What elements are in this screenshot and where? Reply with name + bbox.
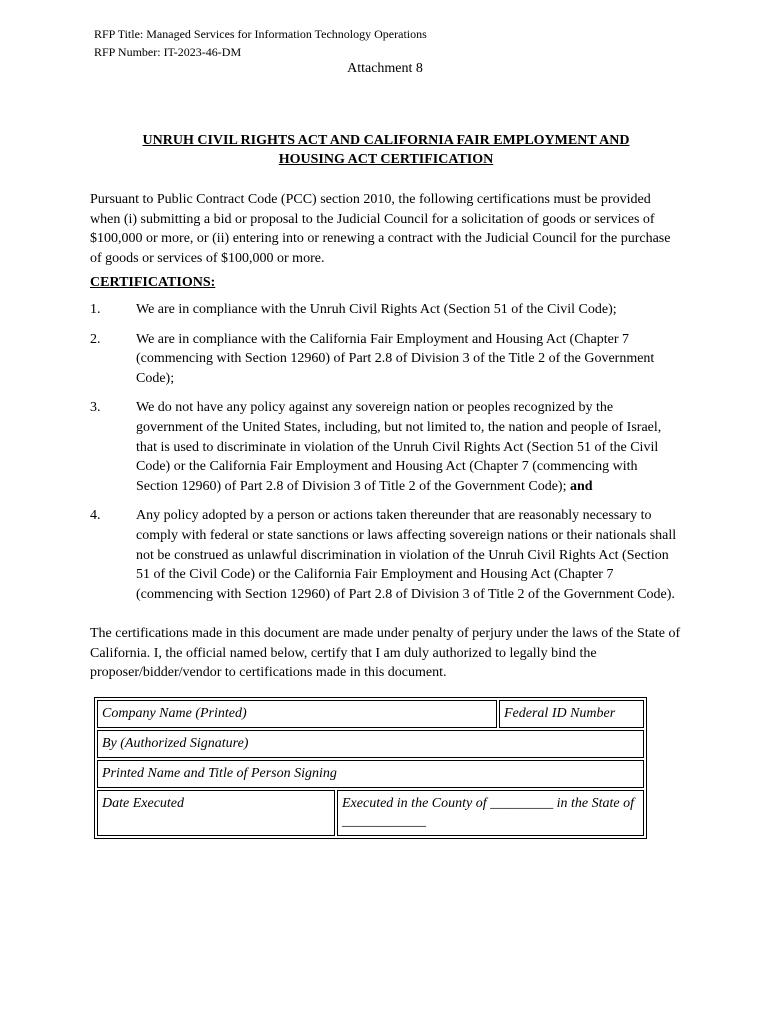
certification-number: 2. xyxy=(90,331,101,347)
date-executed-label: Date Executed xyxy=(102,796,185,811)
certification-body: We are in compliance with the Unruh Civil Rights Act (Section 51 of the Civil Code); xyxy=(136,302,617,317)
certification-text xyxy=(136,506,682,604)
title-line-1: UNRUH CIVIL RIGHTS ACT AND CALIFORNIA FAIR EMPLOYMENT AND xyxy=(142,133,630,148)
rfp-title: RFP Title: Managed Services for Information Technology Operations xyxy=(94,27,427,41)
certification-item xyxy=(90,330,682,389)
certification-text xyxy=(136,398,682,496)
certifications-heading: CERTIFICATIONS: xyxy=(90,275,216,290)
date-executed-field[interactable] xyxy=(97,790,335,836)
executed-county-field[interactable] xyxy=(337,790,644,836)
intro-paragraph: Pursuant to Public Contract Code (PCC) section 2010, the following certifications must be provided when (i) submitting a bid or proposal to the Judicial Council for a solicitation of goods or services of $100,000 or more, or (ii) entering into or renewing a contract with the Judicial Council for the purchase of goods or services of $100,000 or more. xyxy=(90,192,671,266)
certification-body: We do not have any policy against any sovereign nation or peoples recognized by the government of the United States, including, but not limited to, the nation and people of Israel, that is used to discriminate in violation of the Unruh Civil Rights Act (Section 51 of the Civil Code) or the California Fair Employment and Housing Act (Chapter 7 (commencing with Section 12960) of Part 2.8 of Division 3 of Title 2 of the Government Code); xyxy=(136,400,662,494)
certification-number: 4. xyxy=(90,508,101,524)
printed-name-label: Printed Name and Title of Person Signing xyxy=(102,766,337,781)
certification-text xyxy=(136,330,682,389)
certification-item xyxy=(90,398,682,496)
certifications-list xyxy=(90,300,682,614)
document-title xyxy=(90,131,682,169)
rfp-number: RFP Number: IT-2023-46-DM xyxy=(94,45,242,59)
company-name-label: Company Name (Printed) xyxy=(102,706,247,721)
certification-body: We are in compliance with the California Fair Employment and Housing Act (Chapter 7 (commencing with Section 12960) of Part 2.8 of Division 3 of the Title 2 of the Government Code); xyxy=(136,331,655,386)
certification-text xyxy=(136,300,682,320)
printed-name-field[interactable] xyxy=(97,760,644,788)
attachment-label: Attachment 8 xyxy=(347,61,423,76)
federal-id-label: Federal ID Number xyxy=(504,706,616,721)
title-line-2: HOUSING ACT CERTIFICATION xyxy=(278,152,494,167)
company-name-field[interactable] xyxy=(97,700,497,728)
certification-number: 3. xyxy=(90,400,101,416)
certification-number: 1. xyxy=(90,302,101,317)
closing-paragraph: The certifications made in this document are made under penalty of perjury under the laws of the State of California. I, the official named below, certify that I am duly authorized to legally bind the proposer/bidder/vendor to certifications made in this document. xyxy=(90,626,681,681)
signature-table xyxy=(94,697,647,839)
certification-item xyxy=(90,300,682,320)
signature-field[interactable] xyxy=(97,730,644,758)
certification-item xyxy=(90,506,682,604)
federal-id-field[interactable] xyxy=(499,700,644,728)
certification-body: Any policy adopted by a person or actions taken thereunder that are reasonably necessary to comply with federal or state sanctions or laws affecting sovereign nations or their nationals shall not be construed as unlawful discrimination in violation of the Unruh Civil Rights Act (Section 51 of the Civil Code) or the California Fair Employment and Housing Act (Chapter 7 (commencing with Section 12960) of Part 2.8 of Division 3 of Title 2 of the Government Code). xyxy=(136,508,677,602)
signature-label: By (Authorized Signature) xyxy=(102,736,249,751)
executed-county-label: Executed in the County of _________ in the State of ____________ xyxy=(342,796,634,829)
certification-bold-and: and xyxy=(569,478,593,494)
